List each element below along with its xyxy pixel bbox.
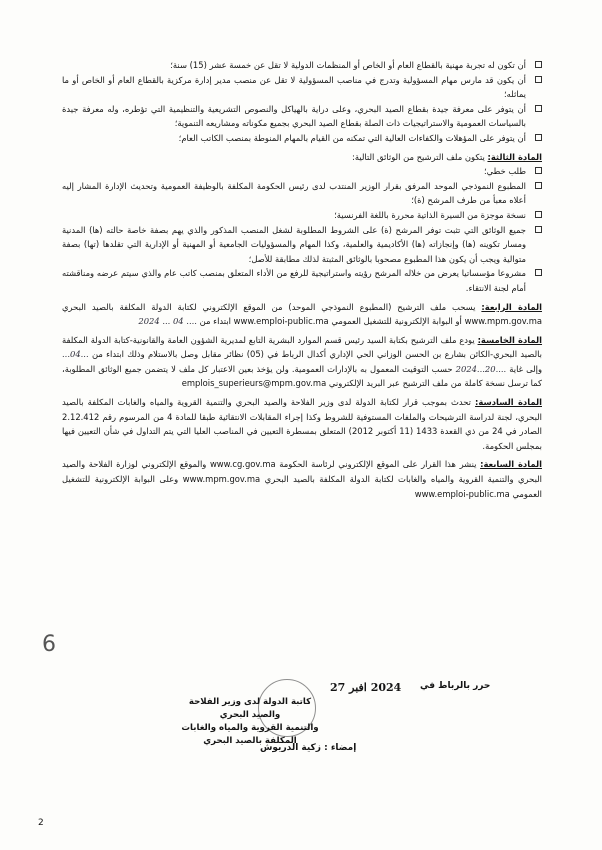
checkbox-square-icon [535,105,542,112]
requirement-item: أن يتوفر على المؤهلات والكفاءات العالية التي تمكنه من القيام بالمهام المنوطة بمنصب الكاتب العام؛ [62,131,542,146]
requirement-item: أن يتوفر على معرفة جيدة بقطاع الصيد البحري، وعلى دراية بالهياكل والنصوص التشريعية والتنظيمية التي تؤطره، وله معرفة جيدة بالسياسات العمومية والاستراتيجيات ذات الصلة بقطاع الصيد البحري بجميع مكوناته ومشاريعه التنموية؛ [62,102,542,131]
place-label: حرر بالرباط في [420,681,491,691]
document-item: طلب خطي؛ [62,164,542,179]
article-6: المادة السادسة: تحدث بموجب قرار لكتابة الدولة لدى وزير الفلاحة والصيد البحري والتنمية القروية والمياه والغابات المكلفة بالصيد البحري، لجنة لدراسة الترشيحات والملفات المستوفية للشروط وكذا إجراء المقابلات الانتقائية طبقا للمادة 4 من المرسوم رقم 2.12.412 الصادر في 24 من ذي القعدة 1433 (11 أكتوبر 2012) المتعلق بمسطرة التعيين في المناصب العليا التي يتم التداول في شأن التعيين فيها بمجلس الحكومة. [62,397,543,451]
article-4: المادة الرابعة: يسحب ملف الترشيح (المطبوع النموذجي الموحد) من الموقع الإلكتروني لكتابة الدولة المكلفة بالصيد البحري www.mpm.gov.ma أو البوابة الإلكترونية للتشغيل العمومي www.emploi-public.ma ابتداء من 2024 ... 04 .... [62,301,542,327]
article-5: المادة الخامسة: يودع ملف الترشيح بكتابة السيد رئيس قسم الموارد البشرية التابع لمديرية الشؤون العامة والقانونية-كتابة الدولة المكلفة بالصيد البحري-الكائن بشارع بن الحسن الوزاني الحي الإداري أكدال الرباط في (05) نظائر مقابل وصل بالاستلام وذلك ابتداء من ...04... وإلى غاية 2024...20.... حسب التوقيت المعمول به بالإدارات العمومية. ولن يؤخذ بعين الاعتبار كل ملف لا يتضمن جميع الوثائق المطلوبة، كما ترسل نسخة كاملة من ملف الترشيح عبر البريد الإلكتروني emplois_superieurs@mpm.gov.ma [62,334,543,389]
checkbox-square-icon [535,61,542,68]
requirement-item: أن تكون له تجربة مهنية بالقطاع العام أو الخاص أو المنظمات الدولية لا تقل عن خمسة عشر (15) سنة؛ [62,58,542,73]
checkbox-square-icon [535,269,542,276]
page-number: 2 [38,818,44,828]
requirement-item: أن يكون قد مارس مهام المسؤولية وتدرج في مناصب المسؤولية لا تقل عن منصب مدير إدارة مركزية بالقطاع العام أو الخاص أو ما يماثله؛ [62,73,542,102]
checkbox-square-icon [535,76,542,83]
signatory-name: إمضاء : زكية الدريوش [260,743,357,753]
document-item: المطبوع النموذجي الموحد المرفق بقرار الوزير المنتدب لدى رئيس الحكومة المكلفة بالوظيفة العمومية وتحديث الإدارة المشار إليه أعلاه معبأ من طرف المرشح (ة)؛ [62,179,542,208]
checkbox-square-icon [535,167,542,174]
authority-title: كاتبة الدولة لدى وزير الفلاحة والصيد البحري والتنمية القروية والمياه والغابات المكلفة بالصيد البحري [181,697,319,746]
checkbox-square-icon [535,134,542,141]
document-item: جميع الوثائق التي تثبت توفر المرشح (ة) على الشروط المطلوبة لشغل المنصب المذكور والذي يهم بصفة خاصة حالته (ها) المدنية ومسار تكوينه (ها) وإنجازاته (ها) الأكاديمية والعلمية، وكذا المهام والمسؤوليات الجامعية أو المهنية أو الإدارية التي تقلدها (تها) بصفة متوالية ويجب أن يكون هذا المطبوع مصحوبا بالوثائق المثبتة لذلك مطابقة للأصل؛ [62,223,542,267]
document-item: مشروعا مؤسساتيا يعرض من خلاله المرشح رؤيته واستراتيجية للرفع من الأداء المتعلق بمنصب كاتب عام والذي سيتم عرضه ومناقشته أمام لجنة الانتقاء. [62,266,542,295]
article-3: المادة الثالثة: يتكون ملف الترشيح من الوثائق التالية: [352,151,542,162]
document-item: نسخة موجزة من السيرة الذاتية محررة باللغة الفرنسية؛ [62,208,542,223]
checkbox-square-icon [535,211,542,218]
checkbox-square-icon [535,226,542,233]
checkbox-square-icon [535,182,542,189]
handwritten-mark: 6 [42,632,56,657]
document-body [62,58,542,501]
signature-date: 2024 افبر 27 [330,681,402,694]
article-7: المادة السابعة: ينشر هذا القرار على الموقع الإلكتروني لرئاسة الحكومة www.cg.gov.ma والموقع الإلكتروني لوزارة الفلاحة والصيد البحري والتنمية القروية والمياه والغابات لكتابة الدولة المكلفة بالصيد البحري www.mpm.gov.ma وعلى البوابة الإلكترونية للتشغيل العمومي www.emploi-public.ma [62,459,542,499]
